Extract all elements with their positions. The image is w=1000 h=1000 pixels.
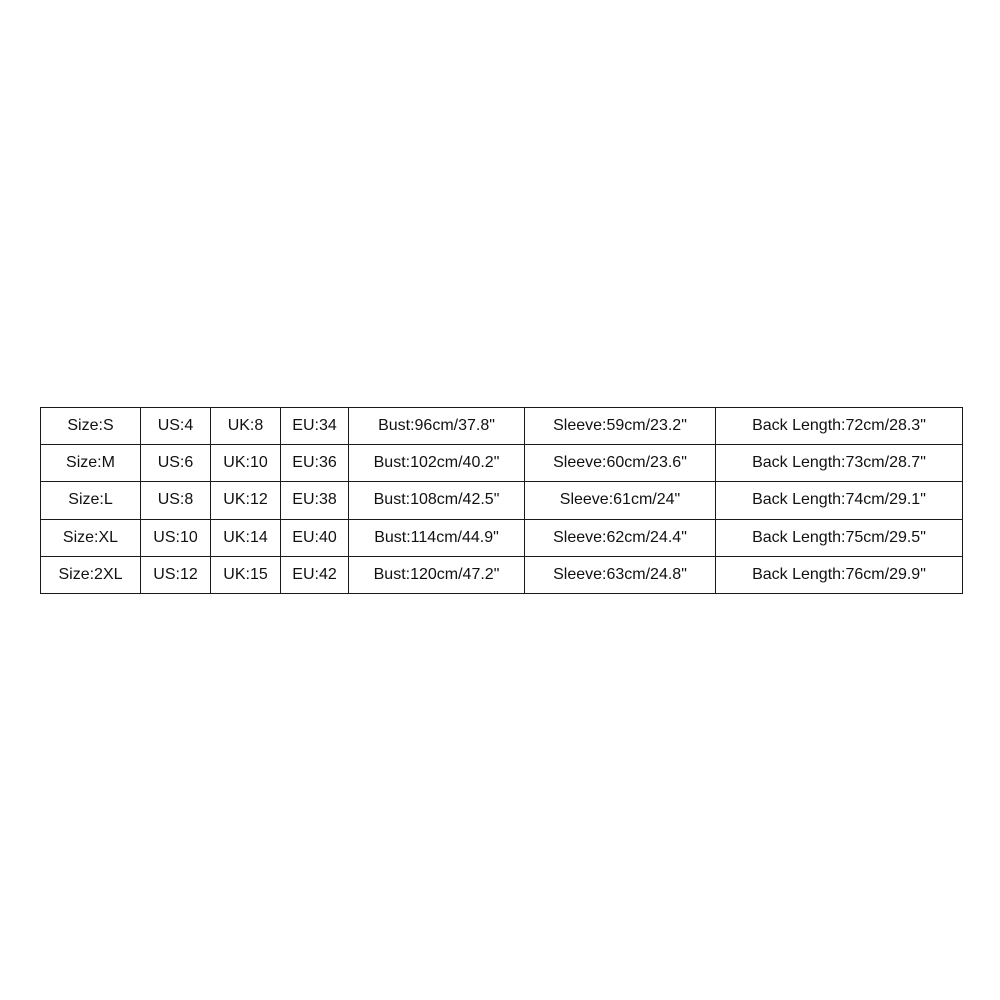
size-chart-table <box>40 407 963 594</box>
sleeve-cell: Sleeve:60cm/23.6" <box>525 445 716 482</box>
us-size-cell: US:8 <box>141 482 211 519</box>
uk-size-cell: UK:10 <box>211 445 281 482</box>
table-row <box>41 482 963 519</box>
uk-size-cell: UK:8 <box>211 408 281 445</box>
eu-size-cell: EU:40 <box>281 519 349 556</box>
size-cell: Size:L <box>41 482 141 519</box>
bust-cell: Bust:114cm/44.9" <box>349 519 525 556</box>
eu-size-cell: EU:38 <box>281 482 349 519</box>
table-row <box>41 556 963 593</box>
sleeve-cell: Sleeve:61cm/24" <box>525 482 716 519</box>
size-cell: Size:2XL <box>41 556 141 593</box>
sleeve-cell: Sleeve:63cm/24.8" <box>525 556 716 593</box>
table-row <box>41 519 963 556</box>
us-size-cell: US:10 <box>141 519 211 556</box>
bust-cell: Bust:102cm/40.2" <box>349 445 525 482</box>
us-size-cell: US:12 <box>141 556 211 593</box>
table-row <box>41 408 963 445</box>
us-size-cell: US:4 <box>141 408 211 445</box>
back-length-cell: Back Length:75cm/29.5" <box>716 519 963 556</box>
sleeve-cell: Sleeve:62cm/24.4" <box>525 519 716 556</box>
uk-size-cell: UK:14 <box>211 519 281 556</box>
eu-size-cell: EU:34 <box>281 408 349 445</box>
sleeve-cell: Sleeve:59cm/23.2" <box>525 408 716 445</box>
eu-size-cell: EU:36 <box>281 445 349 482</box>
uk-size-cell: UK:15 <box>211 556 281 593</box>
uk-size-cell: UK:12 <box>211 482 281 519</box>
bust-cell: Bust:108cm/42.5" <box>349 482 525 519</box>
back-length-cell: Back Length:76cm/29.9" <box>716 556 963 593</box>
back-length-cell: Back Length:73cm/28.7" <box>716 445 963 482</box>
table-row <box>41 445 963 482</box>
eu-size-cell: EU:42 <box>281 556 349 593</box>
size-cell: Size:M <box>41 445 141 482</box>
size-cell: Size:S <box>41 408 141 445</box>
size-cell: Size:XL <box>41 519 141 556</box>
back-length-cell: Back Length:74cm/29.1" <box>716 482 963 519</box>
back-length-cell: Back Length:72cm/28.3" <box>716 408 963 445</box>
bust-cell: Bust:120cm/47.2" <box>349 556 525 593</box>
us-size-cell: US:6 <box>141 445 211 482</box>
bust-cell: Bust:96cm/37.8" <box>349 408 525 445</box>
